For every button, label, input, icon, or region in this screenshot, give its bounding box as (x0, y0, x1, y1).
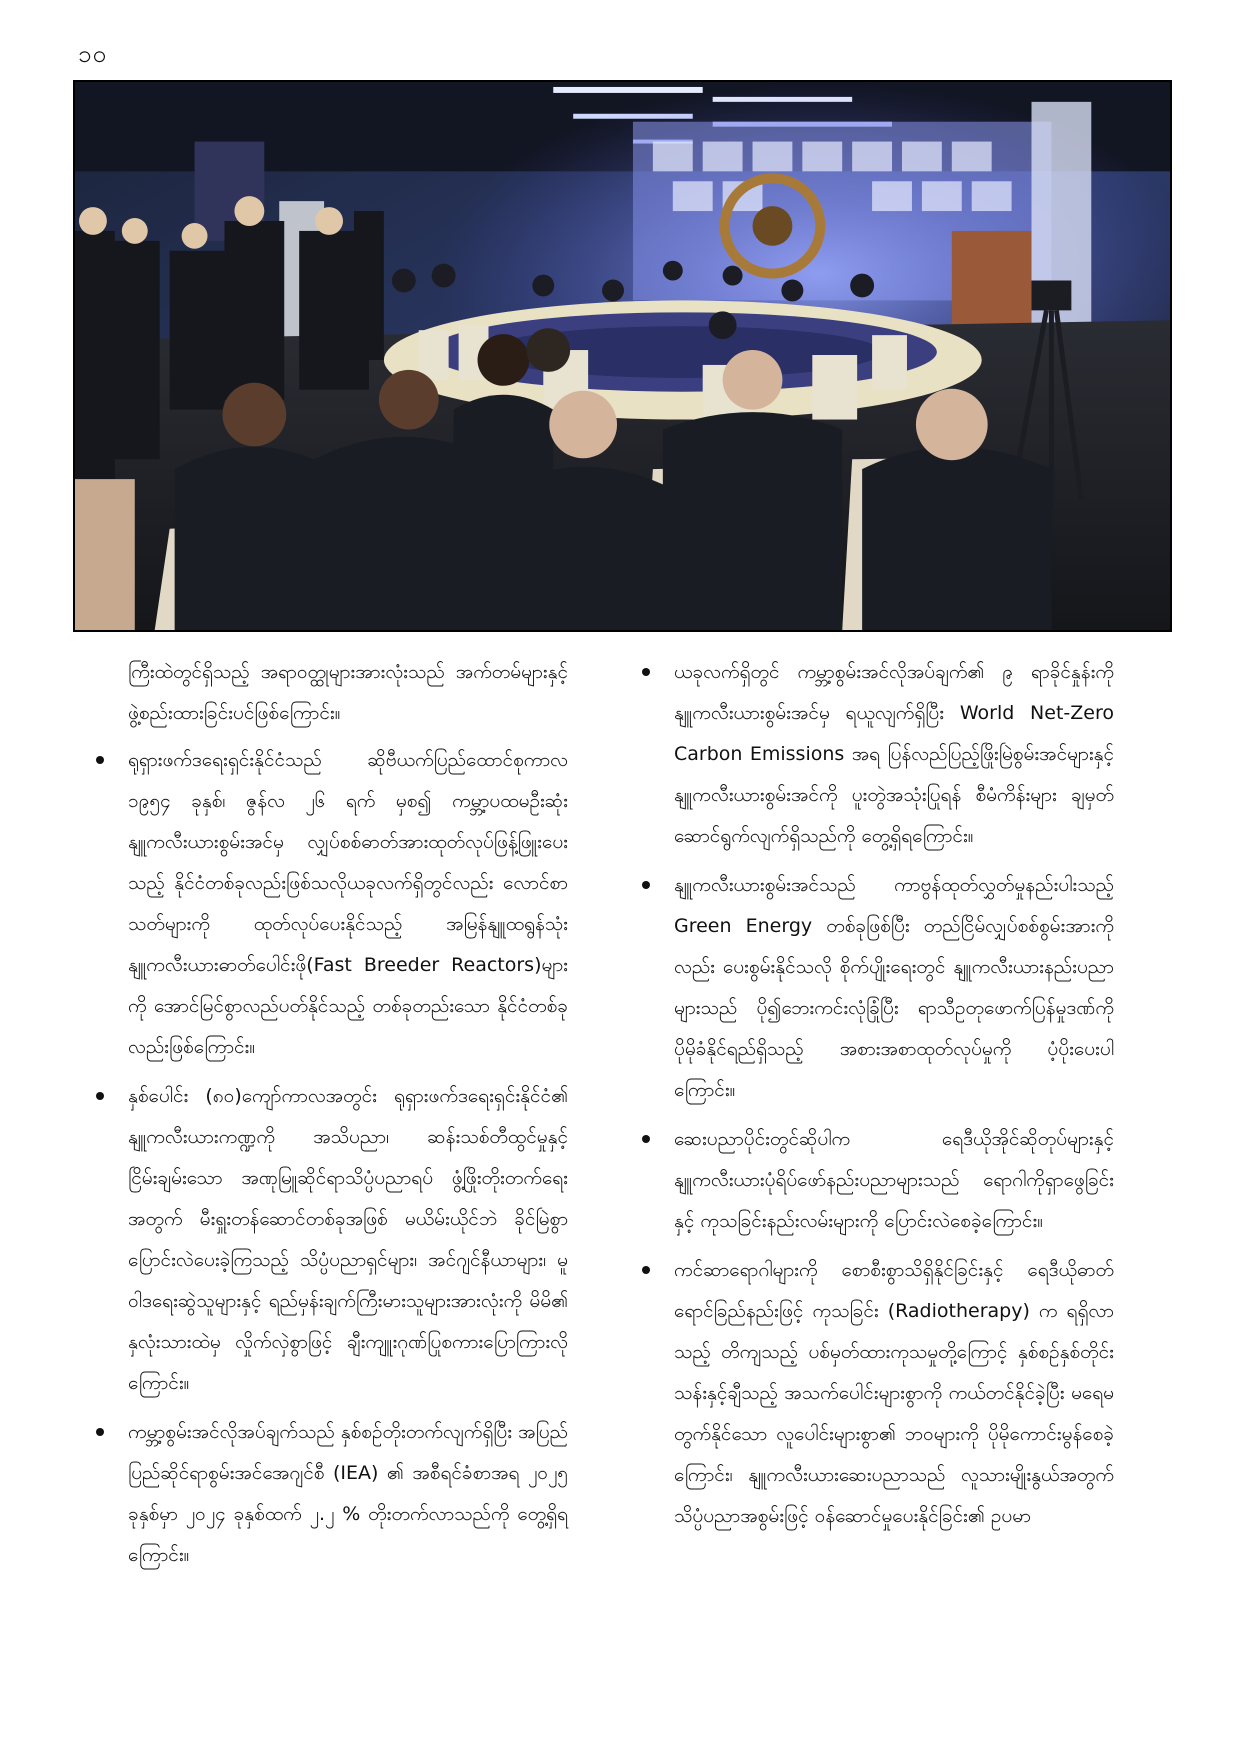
bullet-item (638, 652, 1114, 857)
conference-photo (73, 80, 1172, 632)
page-number: ၁၀ (78, 40, 107, 68)
bullet-item (638, 1250, 1114, 1537)
bullet-text: နှစ်ပေါင်း (၈၀)ကျော်ကာလအတွင်း ရုရှားဖက်ဒရေးရှင်းနိုင်ငံ၏ နျူကလီးယားကဏ္ဍကို အသိပညာ၊ ဆန်းသစ်တီထွင်မှုနှင့် ငြိမ်းချမ်းသော အဏုမြူဆိုင်ရာသိပ္ပံပညာရပ် ဖွံ့ဖြိုးတိုးတက်ရေးအတွက် မီးရှူးတန်ဆောင်တစ်ခုအဖြစ် မယိမ်းယိုင်ဘဲ ခိုင်မြဲစွာ ပြောင်းလဲပေးခဲ့ကြသည့် သိပ္ပံပညာရှင်များ၊ အင်ဂျင်နီယာများ၊ မူဝါဒရေးဆွဲသူများနှင့် ရည်မှန်းချက်ကြီးမားသူများအားလုံးကို မိမိ၏ နှလုံးသားထဲမှ လှိုက်လှဲစွာဖြင့် ချီးကျူးဂုဏ်ပြုစကားပြောကြားလိုကြောင်း။ (128, 1085, 568, 1394)
bullet-text: နျူကလီးယားစွမ်းအင်သည် ကာဗွန်ထုတ်လွှတ်မှုနည်းပါးသည့် Green Energy တစ်ခုဖြစ်ပြီး တည်ငြိမ်လျှပ်စစ်စွမ်းအားကိုလည်း ပေးစွမ်းနိုင်သလို စိုက်ပျိုးရေးတွင် နျူကလီးယားနည်းပညာများသည် ပို၍ဘေးကင်းလုံခြုံပြီး ရာသီဥတုဖောက်ပြန်မှုဒဏ်ကို ပိုမိုခံနိုင်ရည်ရှိသည့် အစားအစာထုတ်လုပ်မှုကို ပံ့ပိုးပေးပါကြောင်း။ (674, 874, 1114, 1101)
continued-paragraph: ကြီးထဲတွင်ရှိသည့် အရာဝတ္ထုများအားလုံးသည် အက်တမ်များနှင့် ဖွဲ့စည်းထားခြင်းပင်ဖြစ်ကြောင်း။ (128, 661, 568, 724)
bullet-item (92, 1412, 568, 1576)
bullet-dot-icon (642, 881, 650, 889)
bullet-dot-icon (96, 1428, 104, 1436)
bullet-text: ယခုလက်ရှိတွင် ကမ္ဘာ့စွမ်းအင်လိုအပ်ချက်၏ ၉ ရာခိုင်နှုန်းကို နျူကလီးယားစွမ်းအင်မှ ရယူလျက်ရှိပြီး World Net-Zero Carbon Emissions အရ ပြန်လည်ပြည့်ဖြိုးမြဲစွမ်းအင်များနှင့် နျူကလီးယားစွမ်းအင်ကို ပူးတွဲအသုံးပြုရန် စီမံကိန်းများ ချမှတ်ဆောင်ရွက်လျက်ရှိသည်ကို တွေ့ရှိရကြောင်း။ (674, 661, 1114, 847)
bullet-dot-icon (642, 1266, 650, 1274)
bullet-text: ဆေးပညာပိုင်းတွင်ဆိုပါက ရေဒီယိုအိုင်ဆိုတုပ်များနှင့် နျူကလီးယားပုံရိပ်ဖော်နည်းပညာများသည် ရောဂါကိုရှာဖွေခြင်းနှင့် ကုသခြင်းနည်းလမ်းများကို ပြောင်းလဲစေခဲ့ကြောင်း။ (674, 1128, 1114, 1232)
bullet-text: ကမ္ဘာ့စွမ်းအင်လိုအပ်ချက်သည် နှစ်စဉ်တိုးတက်လျက်ရှိပြီး အပြည်ပြည်ဆိုင်ရာစွမ်းအင်အေဂျင်စီ (IEA) ၏ အစီရင်ခံစာအရ ၂၀၂၅ ခုနှစ်မှာ ၂၀၂၄ ခုနှစ်ထက် ၂.၂ % တိုးတက်လာသည်ကို တွေ့ရှိရကြောင်း။ (128, 1421, 568, 1566)
bullet-dot-icon (642, 1135, 650, 1143)
bullet-item (92, 740, 568, 1068)
bullet-dot-icon (96, 1092, 104, 1100)
bullet-text: ကင်ဆာရောဂါများကို စောစီးစွာသိရှိနိုင်ခြင်းနှင့် ရေဒီယိုဓာတ်ရောင်ခြည်နည်းဖြင့် ကုသခြင်း (Radiotherapy) က ရရှိလာသည့် တိကျသည့် ပစ်မှတ်ထားကုသမှုတို့ကြောင့် နှစ်စဉ်နှစ်တိုင်း သန်းနှင့်ချီသည့် အသက်ပေါင်းများစွာကို ကယ်တင်နိုင်ခဲ့ပြီး မရေမတွက်နိုင်သော လူပေါင်းများစွာ၏ ဘဝများကို ပိုမိုကောင်းမွန်စေခဲ့ကြောင်း၊ နျူကလီးယားဆေးပညာသည် လူသားမျိုးနွယ်အတွက် သိပ္ပံပညာအစွမ်းဖြင့် ဝန်ဆောင်မှုပေးနိုင်ခြင်း၏ ဥပမာ (674, 1259, 1114, 1527)
bullet-text: ရုရှားဖက်ဒရေးရှင်းနိုင်ငံသည် ဆိုဗီယက်ပြည်ထောင်စုကာလ ၁၉၅၄ ခုနှစ်၊ ဇွန်လ ၂၆ ရက် မှစ၍ ကမ္ဘာ့ပထမဦးဆုံး နျူကလီးယားစွမ်းအင်မှ လျှပ်စစ်ဓာတ်အားထုတ်လုပ်ဖြန့်ဖြူးပေးသည့် နိုင်ငံတစ်ခုလည်းဖြစ်သလိုယခုလက်ရှိတွင်လည်း လောင်စာသတ်များကို ထုတ်လုပ်ပေးနိုင်သည့် အမြန်နျူထရွန်သုံး နျူကလီးယားဓာတ်ပေါင်းဖို(Fast Breeder Reactors)များကို အောင်မြင်စွာလည်ပတ်နိုင်သည့် တစ်ခုတည်းသော နိုင်ငံတစ်ခုလည်းဖြစ်ကြောင်း။ (128, 749, 568, 1058)
right-column (638, 652, 1114, 1545)
bullet-item (92, 1076, 568, 1404)
bullet-dot-icon (642, 668, 650, 676)
bullet-item (638, 865, 1114, 1111)
bullet-item (638, 1119, 1114, 1242)
left-column (92, 652, 568, 1584)
bullet-dot-icon (96, 756, 104, 764)
